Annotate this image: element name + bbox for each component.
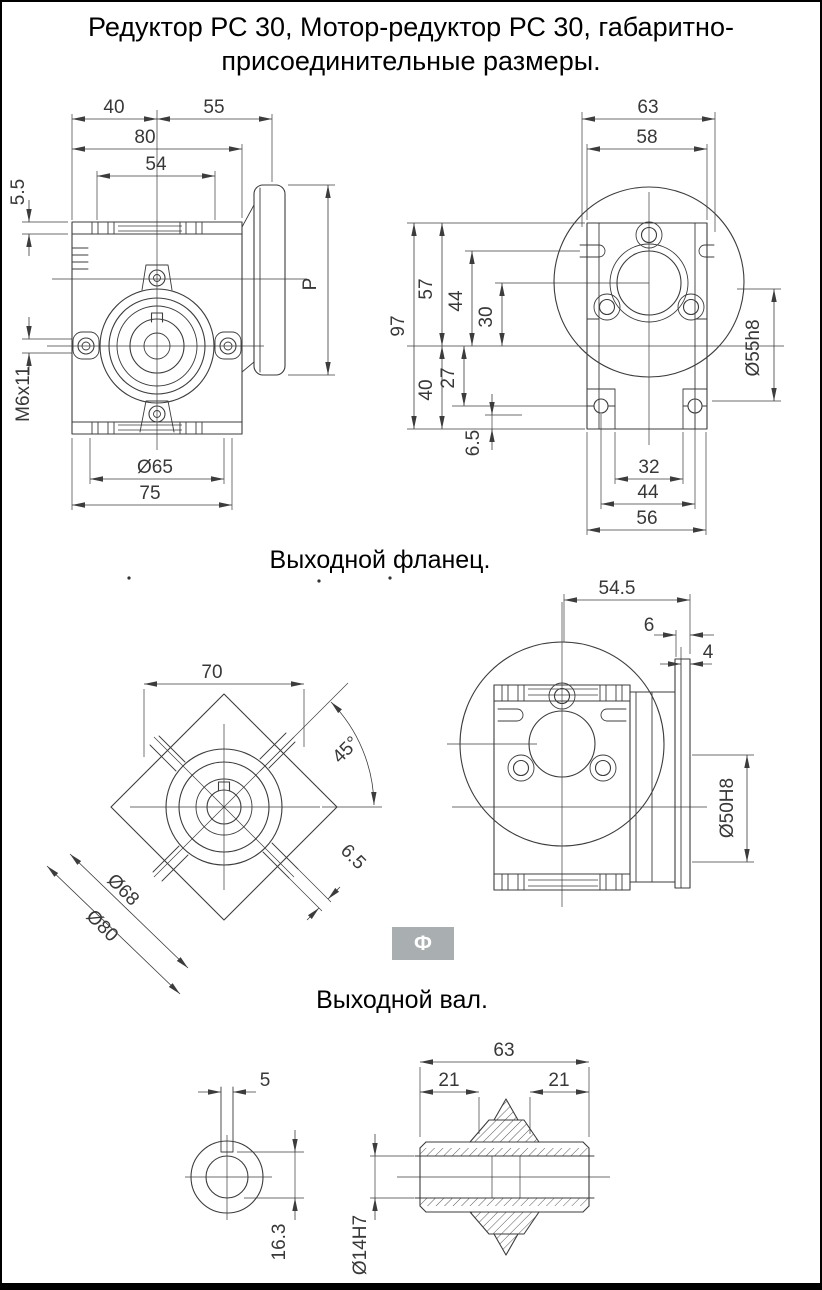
shaft-end-centerlines (185, 1135, 272, 1220)
watermark-badge (392, 927, 454, 960)
stray-dot (127, 576, 130, 579)
dim-label-40: 40 (103, 97, 125, 118)
page-title: Редуктор РС 30, Мотор-редуктор РС 30, габаритно-присоединительные размеры. (88, 12, 734, 76)
rear-view-centerlines (407, 192, 784, 445)
dim-label-44b: 44 (637, 482, 659, 503)
dim-label-16-3: 16.3 (269, 1223, 290, 1261)
dim-label-55: 55 (203, 97, 225, 118)
dim-label-63s: 63 (493, 1040, 515, 1061)
dim-label-4: 4 (702, 642, 714, 663)
technical-drawing (2, 2, 822, 1290)
flange-side-outline (460, 642, 690, 890)
dim-label-21b: 21 (548, 1070, 570, 1091)
dim-label-44a: 44 (446, 290, 467, 312)
dim-label-slot6-5: 6.5 (336, 840, 370, 874)
dim-label-58: 58 (636, 127, 658, 148)
front-view-dimensions (8, 97, 335, 510)
dim-label-54-5: 54.5 (598, 578, 636, 599)
shaft-end-dimensions (198, 1070, 304, 1260)
dim-label-dia68: Ø68 (102, 869, 144, 911)
dim-label-40b: 40 (416, 379, 437, 401)
stray-dot (388, 576, 391, 579)
dim-label-27: 27 (438, 367, 459, 389)
rear-view (388, 97, 784, 535)
dim-label-75: 75 (139, 483, 161, 504)
flange-side-view (447, 578, 754, 907)
dim-label-6-5: 6.5 (463, 429, 484, 457)
flange-face-view (47, 662, 382, 994)
section-title-flange: Выходной фланец. (269, 546, 491, 574)
dim-label-p: P (300, 277, 321, 291)
dim-label-54: 54 (145, 154, 167, 175)
rear-view-dimensions (388, 97, 781, 535)
dim-label-57: 57 (416, 278, 437, 300)
dim-label-80: 80 (134, 127, 156, 148)
dim-label-32: 32 (638, 457, 660, 478)
watermark-label: Ф (414, 931, 432, 955)
dim-label-30: 30 (476, 306, 497, 328)
dim-label-dia50h8: Ø50H8 (717, 777, 738, 839)
dim-label-70: 70 (201, 662, 223, 683)
dim-label-21a: 21 (438, 1070, 460, 1091)
stray-dot (317, 579, 320, 582)
flange-face-dimensions (47, 662, 382, 994)
dim-label-97: 97 (388, 315, 409, 337)
shaft-section-dimensions (350, 1040, 589, 1275)
dim-label-dia80: Ø80 (81, 905, 123, 947)
dim-label-63: 63 (637, 97, 659, 118)
dim-label-dia14h7: Ø14H7 (350, 1214, 371, 1276)
flange-side-centerlines (447, 602, 707, 907)
dim-label-6: 6 (643, 615, 655, 636)
dim-label-dia65: Ø65 (137, 457, 173, 478)
dim-label-m6x11: M6x11 (13, 366, 34, 422)
front-view (8, 97, 335, 510)
shaft-section-view (350, 1040, 610, 1275)
dim-label-5: 5 (259, 1070, 271, 1091)
dim-label-45deg: 45° (328, 732, 364, 768)
flange-side-dimensions (564, 578, 754, 862)
dim-label-dia55h8: Ø55h8 (743, 319, 764, 377)
front-view-outline (72, 185, 285, 434)
dim-label-56: 56 (636, 508, 658, 529)
shaft-end-view (185, 1070, 304, 1260)
section-title-shaft: Выходной вал. (316, 986, 488, 1014)
dim-label-5-5: 5.5 (8, 178, 29, 206)
